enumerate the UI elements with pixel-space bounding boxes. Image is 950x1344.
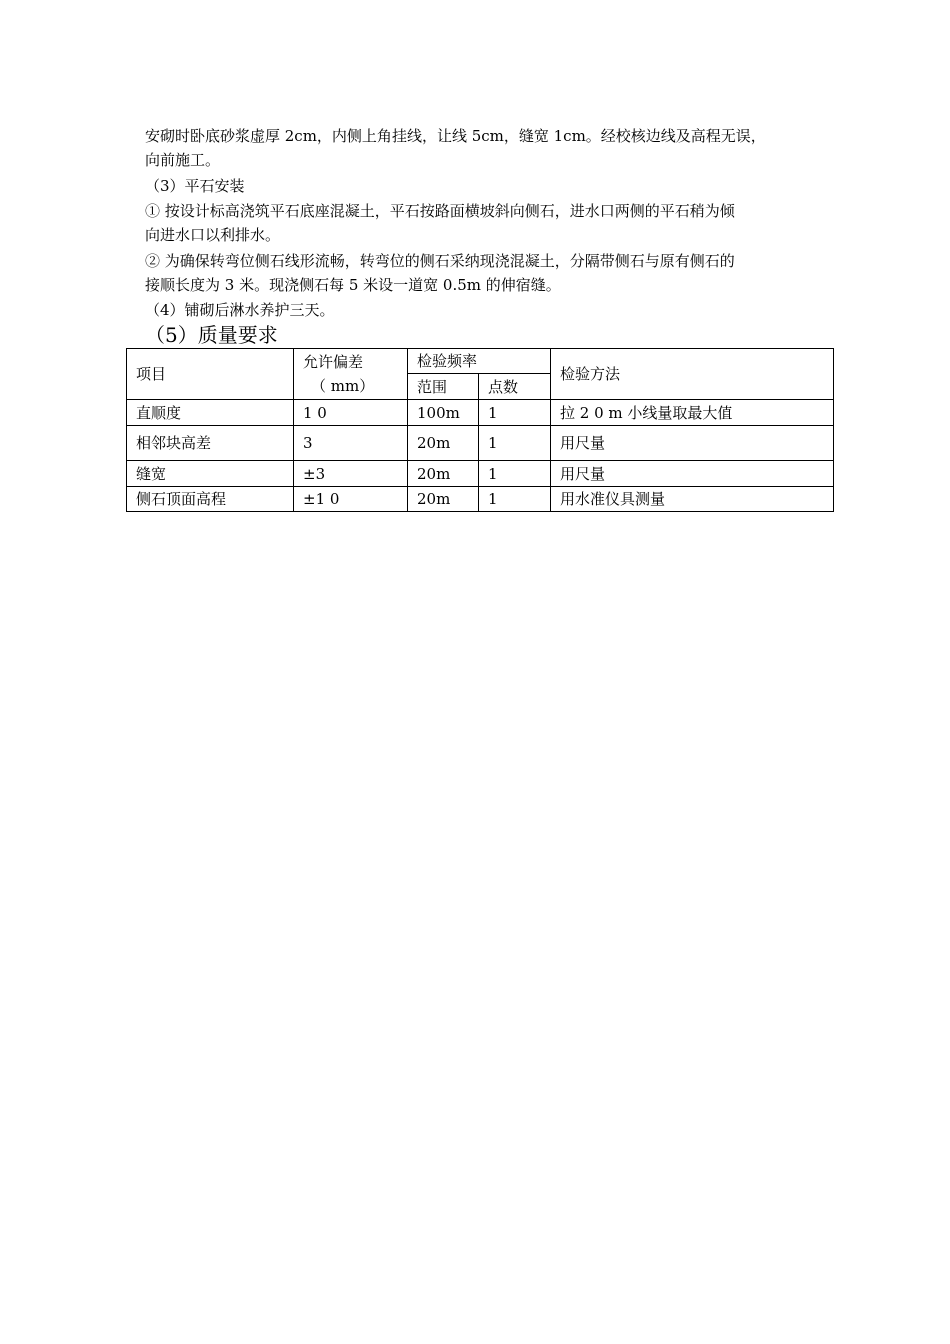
- cell-tolerance: ±1 0: [294, 487, 408, 512]
- cell-method: 用尺量: [551, 426, 834, 461]
- cell-method: 用尺量: [551, 461, 834, 487]
- cell-tolerance: ±3: [294, 461, 408, 487]
- header-range: 范围: [408, 374, 479, 400]
- cell-method: 拉 2 0 m 小线量取最大值: [551, 400, 834, 426]
- table-row: [127, 400, 834, 426]
- cell-item: 侧石顶面高程: [127, 487, 294, 512]
- subheading-flat-stone: （3）平石安装: [145, 177, 245, 195]
- header-tolerance-line1: 允许偏差: [303, 353, 364, 371]
- table-row: [127, 487, 834, 512]
- paragraph-curing: （4）铺砌后淋水养护三天。: [145, 301, 335, 319]
- cell-points: 1: [479, 487, 551, 512]
- header-tolerance-line2: （ mm）: [311, 377, 375, 395]
- paragraph-mortar-line2: 向前施工。: [145, 151, 221, 169]
- cell-range: 20m: [408, 461, 479, 487]
- cell-range: 20m: [408, 426, 479, 461]
- paragraph-mortar-line1: 安砌时卧底砂浆虚厚 2cm，内侧上角挂线，让线 5cm，缝宽 1cm。经校核边线及高程无误，: [145, 127, 766, 145]
- header-method: 检验方法: [551, 349, 834, 400]
- paragraph-curve-line2: 接顺长度为 3 米。现浇侧石每 5 米设一道宽 0.5m 的伸宿缝。: [145, 276, 561, 294]
- paragraph-flat-stone-line1: ① 按设计标高浇筑平石底座混凝土，平石按路面横坡斜向侧石，进水口两侧的平石稍为倾: [145, 202, 735, 220]
- cell-points: 1: [479, 461, 551, 487]
- cell-method: 用水准仪具测量: [551, 487, 834, 512]
- table-row: [127, 461, 834, 487]
- cell-item: 缝宽: [127, 461, 294, 487]
- table-row: [127, 426, 834, 461]
- cell-item: 直顺度: [127, 400, 294, 426]
- header-points: 点数: [479, 374, 551, 400]
- cell-points: 1: [479, 426, 551, 461]
- paragraph-flat-stone-line2: 向进水口以利排水。: [145, 226, 281, 244]
- header-frequency: 检验频率: [408, 349, 551, 374]
- cell-points: 1: [479, 400, 551, 426]
- header-item: 项目: [127, 349, 294, 400]
- header-tolerance: [294, 349, 408, 400]
- section-heading-quality: （5）质量要求: [145, 323, 278, 347]
- cell-range: 20m: [408, 487, 479, 512]
- table-header-row: [127, 349, 834, 374]
- cell-range: 100m: [408, 400, 479, 426]
- paragraph-curve-line1: ② 为确保转弯位侧石线形流畅，转弯位的侧石采纳现浇混凝土，分隔带侧石与原有侧石的: [145, 252, 735, 270]
- cell-tolerance: 3: [294, 426, 408, 461]
- cell-tolerance: 1 0: [294, 400, 408, 426]
- cell-item: 相邻块高差: [127, 426, 294, 461]
- quality-requirements-table: [126, 348, 834, 512]
